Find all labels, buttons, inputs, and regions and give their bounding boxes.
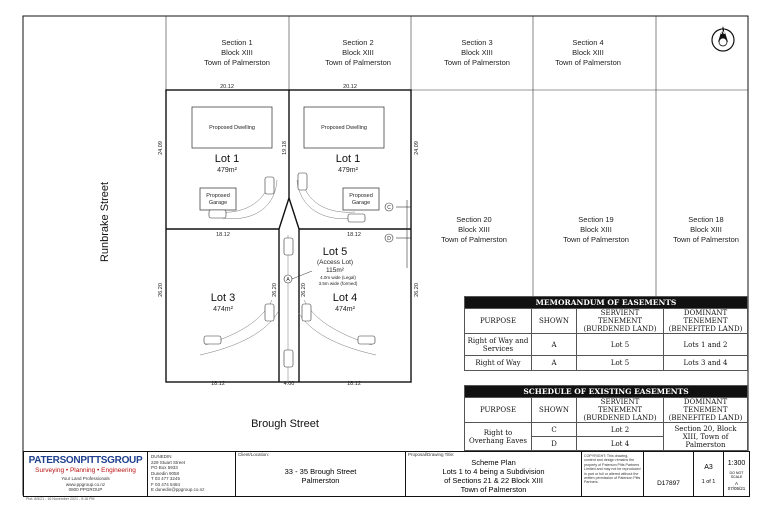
scale-cell <box>724 452 749 496</box>
section-18-town: Town of Palmerston <box>673 235 739 244</box>
office-line-1: DUNEDIN <box>151 454 172 459</box>
company-website: www.ppgroup.co.nz <box>65 481 106 487</box>
sched-header-purpose: PURPOSE <box>465 398 532 423</box>
drawing-title: Scheme Plan <box>471 457 516 467</box>
lot4-area: 474m² <box>335 306 355 313</box>
memorandum-table <box>464 296 748 371</box>
lot1a-area: 479m² <box>217 167 237 174</box>
scale: 1:300 <box>727 460 746 467</box>
section-1-block: Block XIII <box>221 48 253 57</box>
street-south: Brough Street <box>251 418 319 430</box>
sched-purpose: Right to Overhang Eaves <box>465 423 532 451</box>
memo-row2-purpose: Right of Way <box>465 356 532 371</box>
dim-top-left: 20.12 <box>220 84 234 90</box>
dim-mid-left: 18.12 <box>216 232 230 238</box>
sheet-size: A3 <box>704 464 713 471</box>
dim-left-lower: 26.20 <box>158 283 164 297</box>
memo-row1-purpose: Right of Way and Services <box>465 334 532 356</box>
scale-note: DO NOT SCALE <box>729 471 744 479</box>
section-19-town: Town of Palmerston <box>563 235 629 244</box>
section-20-town: Town of Palmerston <box>441 235 507 244</box>
lot5-legal-width: 4.0m wide (Legal) <box>320 275 356 280</box>
garage-right-line1: Proposed <box>349 193 373 199</box>
section-20-name: Section 20 <box>456 215 492 224</box>
dim-bottom-access: 4.00 <box>283 381 295 387</box>
dim-centre-left-lower: 26.20 <box>272 283 278 297</box>
sched-header-shown: SHOWN <box>532 398 577 423</box>
job-number: D17897 <box>657 480 680 487</box>
memorandum-title: MEMORANDUM OF EASEMENTS <box>465 297 748 309</box>
drawing-desc-3: Town of Palmerston <box>460 484 527 494</box>
lot3-name: Lot 3 <box>210 292 236 304</box>
section-3-block: Block XIII <box>461 48 493 57</box>
copyright-note: COPYRIGHT: This drawing, content and design remains the property of Paterson Pitts Partners Limited and may not be reproduced in part or full or altered without the written permission of Paterson Pitts Partners. <box>584 454 641 485</box>
section-18-name: Section 18 <box>688 215 724 224</box>
company-name: PATERSONPITTSGROUP <box>28 455 143 466</box>
revision: A <box>734 481 738 486</box>
memo-header-dominant: DOMINANT TENEMENT (BENEFITED LAND) <box>664 309 748 334</box>
dim-right-lower: 26.20 <box>414 283 420 297</box>
company-phone: 0800 PPGROUP <box>68 487 103 492</box>
lot1b-area: 479m² <box>338 167 358 174</box>
sched-header-dominant: DOMINANT TENEMENT (BENEFITED LAND) <box>664 398 748 423</box>
lot5-name: Lot 5 <box>322 246 348 258</box>
sched-row1-shown: C <box>532 423 577 437</box>
address-line-1: 33 - 35 Brough Street <box>284 466 357 476</box>
drawing-desc-2: of Sections 21 & 22 Block XIII <box>444 475 543 485</box>
garage-left-line2: Garage <box>208 200 228 206</box>
marker-a-label: A <box>286 277 290 283</box>
section-4-block: Block XIII <box>572 48 604 57</box>
marker-c-label: C <box>387 205 391 211</box>
section-2-block: Block XIII <box>342 48 374 57</box>
drawing-desc-1: Lots 1 to 4 being a Subdivision <box>442 466 545 476</box>
garage-right-line2: Garage <box>351 200 371 206</box>
section-1-town: Town of Palmerston <box>204 58 270 67</box>
sched-dominant: Section 20, Block XIII, Town of Palmerston <box>664 423 748 451</box>
section-3-name: Section 3 <box>461 38 493 47</box>
memo-header-servient: SERVIENT TENEMENT (BURDENED LAND) <box>577 309 664 334</box>
lot5-formed-width: 3.5m wide (formed) <box>318 281 358 286</box>
date: 07/05/21 <box>727 486 746 491</box>
drawing-title-label: Proposal/Drawing Title: <box>408 452 455 457</box>
memo-header-shown: SHOWN <box>532 309 577 334</box>
drawing-title-cell <box>406 452 582 496</box>
dim-centre-right-lower: 26.20 <box>301 283 307 297</box>
lot4-name: Lot 4 <box>332 292 358 304</box>
office-line-6: F 03 474 5484 <box>151 481 181 487</box>
dwelling-label-right: Proposed Dwelling <box>321 125 367 131</box>
dim-left-upper: 24.09 <box>158 141 164 155</box>
size-cell <box>694 452 724 496</box>
memo-row2-dominant: Lots 3 and 4 <box>664 356 748 371</box>
company-cell <box>24 452 148 496</box>
lot5-area: 115m² <box>326 267 344 274</box>
office-line-3: PO Box 5933 <box>151 465 178 470</box>
street-west: Runbrake Street <box>99 181 111 263</box>
north-label: N <box>720 30 726 36</box>
plot-footer: Plot: 8/5/21 - 16 November 2021 - 9:16 PM <box>26 497 95 501</box>
dim-centre-upper: 19.18 <box>282 141 288 155</box>
sched-row2-servient: Lot 4 <box>577 437 664 451</box>
dim-mid-right: 18.12 <box>347 232 361 238</box>
section-19-name: Section 19 <box>578 215 614 224</box>
section-1-name: Section 1 <box>221 38 253 47</box>
company-tagline: Surveying • Planning • Engineering <box>35 467 136 474</box>
sched-header-servient: SERVIENT TENEMENT (BURDENED LAND) <box>577 398 664 423</box>
memo-row2-shown: A <box>532 356 577 371</box>
section-2-name: Section 2 <box>342 38 374 47</box>
lot1a-name: Lot 1 <box>214 153 240 165</box>
section-2-town: Town of Palmerston <box>325 58 391 67</box>
schedule-title: SCHEDULE OF EXISTING EASEMENTS <box>465 386 748 398</box>
lot1b-name: Lot 1 <box>335 153 361 165</box>
job-cell <box>644 452 694 496</box>
copyright-cell <box>582 452 644 496</box>
title-block <box>23 451 750 497</box>
memo-row1-dominant: Lots 1 and 2 <box>664 334 748 356</box>
office-line-5: T 03 477 3245 <box>151 476 180 481</box>
section-19-block: Block XIII <box>580 225 612 234</box>
schedule-table <box>464 385 748 451</box>
marker-d-label: D <box>387 236 391 242</box>
dim-top-right: 20.12 <box>343 84 357 90</box>
office-line-4: Dunedin 9058 <box>151 470 180 476</box>
dim-bottom-left: 18.12 <box>211 381 225 387</box>
dim-bottom-right: 18.12 <box>347 381 361 387</box>
section-18-block: Block XIII <box>690 225 722 234</box>
garage-left-line1: Proposed <box>206 193 230 199</box>
office-line-7: E dunedin@ppgroup.co.nz <box>151 487 205 492</box>
sheet-number: 1 of 1 <box>701 479 716 485</box>
section-3-town: Town of Palmerston <box>444 58 510 67</box>
sched-row2-shown: D <box>532 437 577 451</box>
memo-row2-servient: Lot 5 <box>577 356 664 371</box>
dim-right-upper: 24.09 <box>414 141 420 155</box>
section-4-name: Section 4 <box>572 38 604 47</box>
office-cell <box>148 452 236 496</box>
location-cell <box>236 452 406 496</box>
section-20-block: Block XIII <box>458 225 490 234</box>
dwelling-label-left: Proposed Dwelling <box>209 125 255 131</box>
memo-row1-servient: Lot 5 <box>577 334 664 356</box>
memo-header-purpose: PURPOSE <box>465 309 532 334</box>
lot3-area: 474m² <box>213 306 233 313</box>
lot5-sub: (Access Lot) <box>316 259 354 266</box>
address-line-2: Palmerston <box>301 475 340 485</box>
office-line-2: 229 Stuart Street <box>151 459 186 465</box>
memo-row1-shown: A <box>532 334 577 356</box>
company-slogan: Your Land Professionals <box>61 476 110 481</box>
sched-row1-servient: Lot 2 <box>577 423 664 437</box>
section-4-town: Town of Palmerston <box>555 58 621 67</box>
location-label: Client/Location: <box>238 452 270 457</box>
